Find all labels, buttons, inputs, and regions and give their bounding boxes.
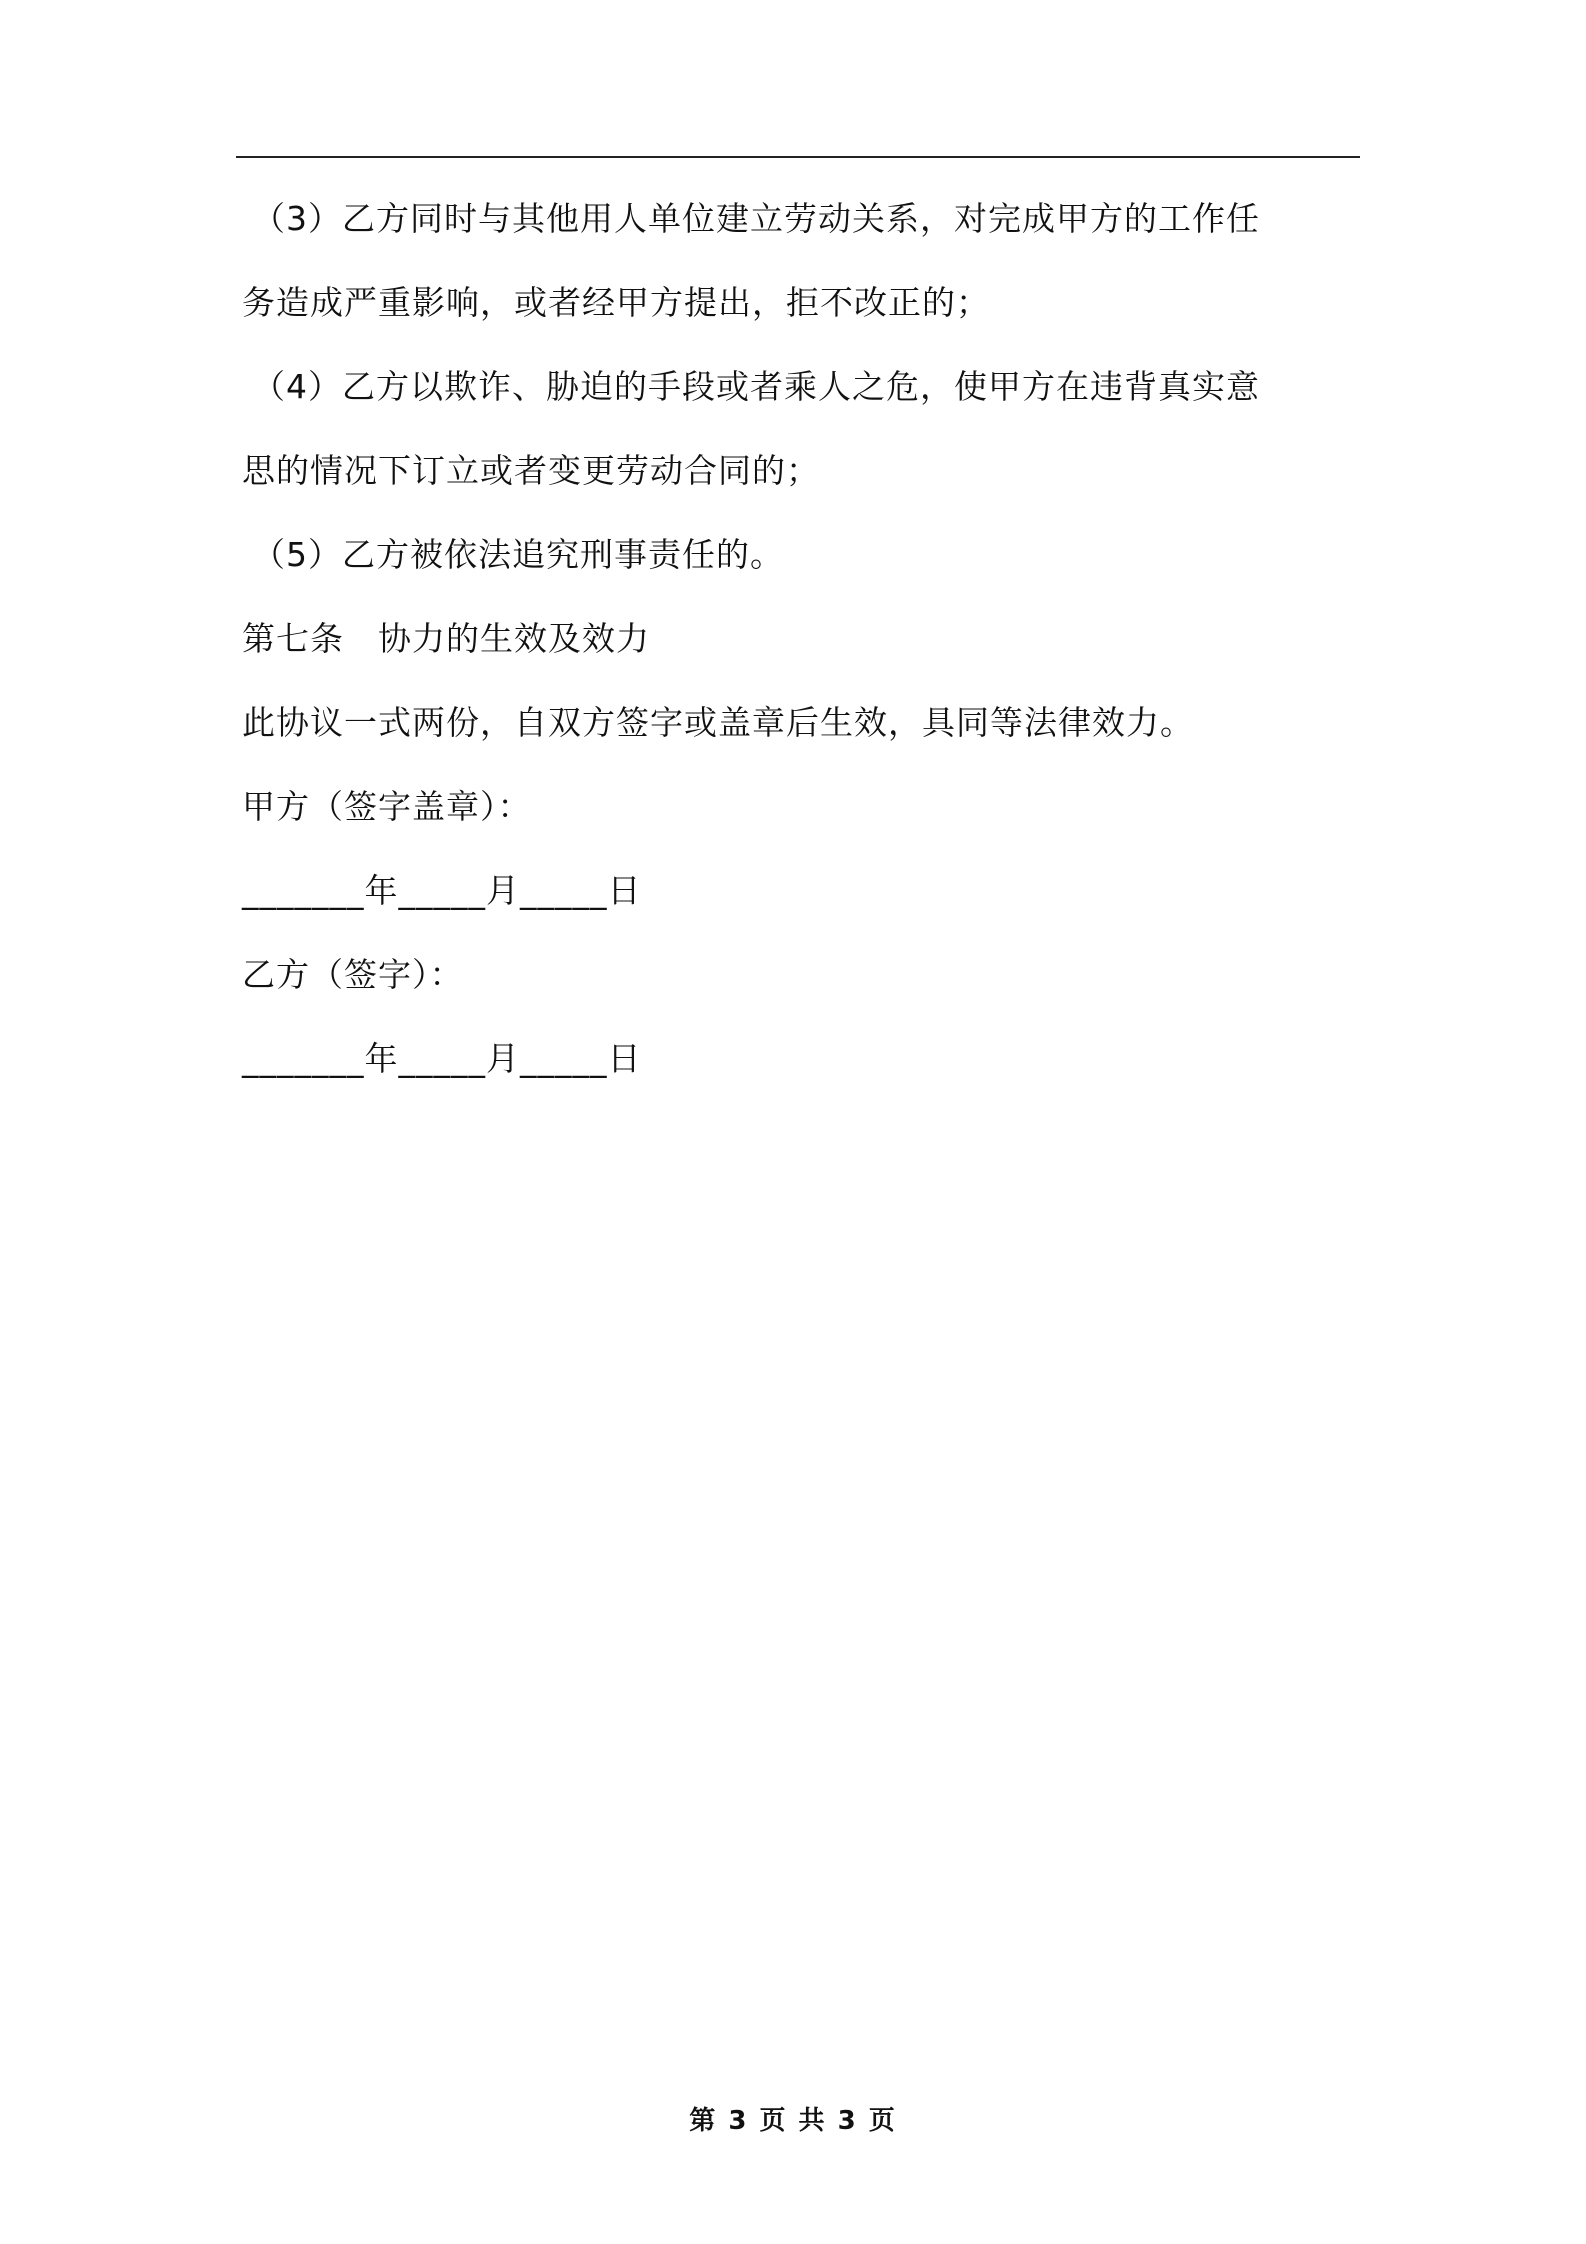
party-b-date-line: _______年_____月_____日 xyxy=(242,1039,642,1078)
clause-3-line-2: 务造成严重影响，或者经甲方提出，拒不改正的； xyxy=(242,283,990,322)
party-b-signature-label: 乙方（签字）： xyxy=(242,955,464,994)
party-a-signature-label: 甲方（签字盖章）： xyxy=(242,787,532,826)
party-a-date-line: _______年_____月_____日 xyxy=(242,871,642,910)
article-7-heading: 第七条 协力的生效及效力 xyxy=(242,619,650,658)
document-body xyxy=(242,198,1362,1122)
clause-5: （5）乙方被依法追究刑事责任的。 xyxy=(252,535,784,574)
header-rule xyxy=(236,156,1360,158)
clause-4-line-2: 思的情况下订立或者变更劳动合同的； xyxy=(242,451,820,490)
effectiveness-statement: 此协议一式两份，自双方签字或盖章后生效，具同等法律效力。 xyxy=(242,703,1194,742)
page-number-footer: 第 3 页 共 3 页 xyxy=(689,2106,897,2136)
clause-4-line-1: （4）乙方以欺诈、胁迫的手段或者乘人之危，使甲方在违背真实意 xyxy=(252,367,1260,406)
clause-3-line-1: （3）乙方同时与其他用人单位建立劳动关系，对完成甲方的工作任 xyxy=(252,199,1260,238)
